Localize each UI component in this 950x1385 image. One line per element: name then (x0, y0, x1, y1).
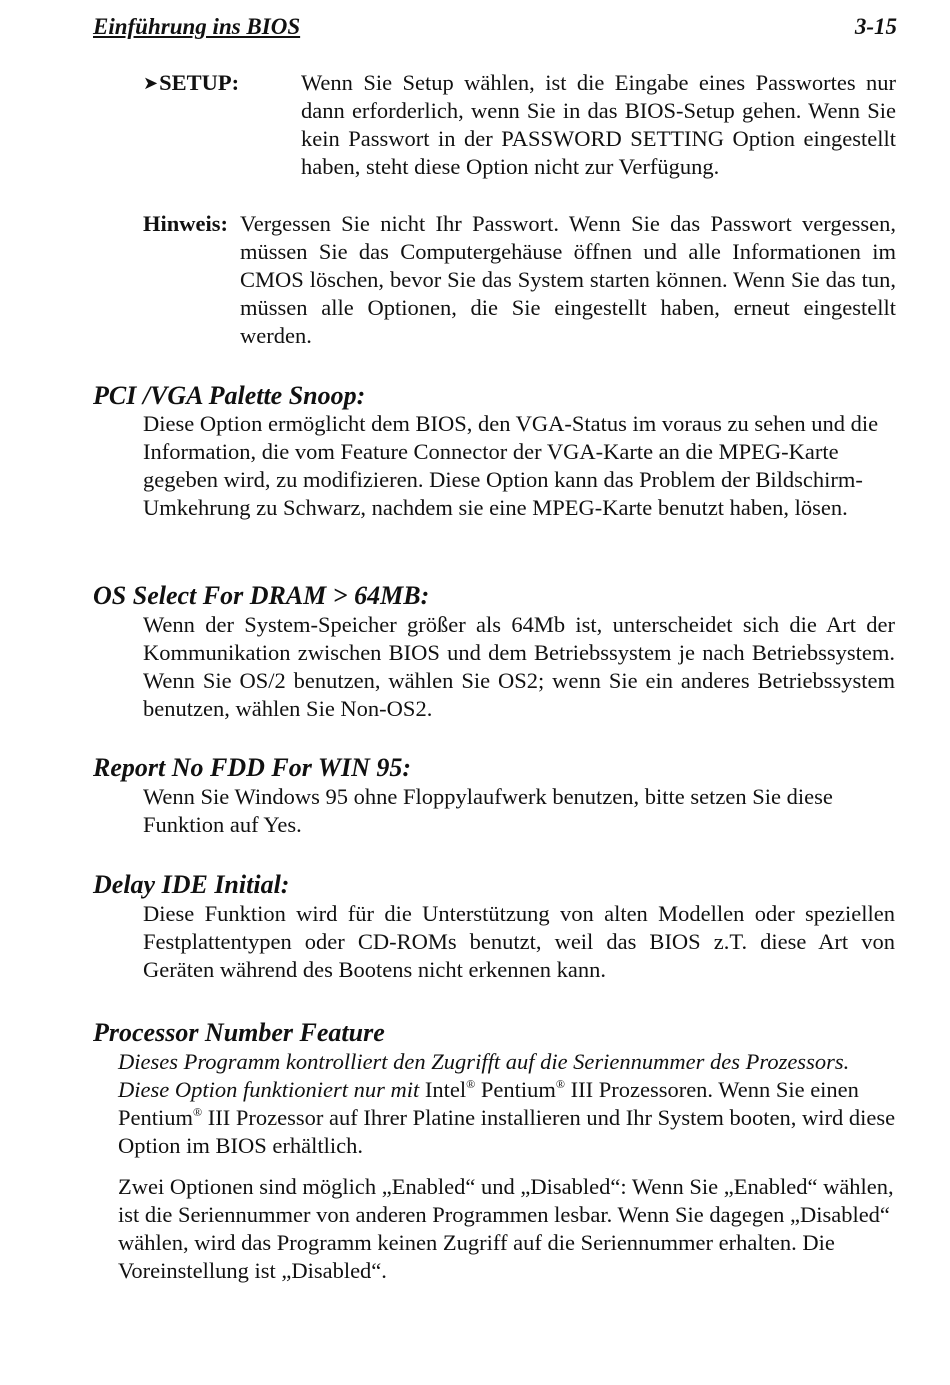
text-pci-vga-palette-snoop: Diese Option ermöglicht dem BIOS, den VGA-Status im voraus zu sehen und die Information, die vom Feature Connector der VGA-Karte an die MPEG-Karte gegeben wird, zu modifizieren. Diese Option kann das Problem der Bildschirm- Umkehrung zu Schwarz, nachdem sie eine MPEG-Karte benutzt haben, lösen. (143, 411, 879, 520)
heading-os-select: OS Select For DRAM > 64MB: (93, 581, 430, 610)
setup-description: Wenn Sie Setup wählen, ist die Eingabe eines Passwortes nur dann erforderlich, wenn Sie in das BIOS-Setup gehen. Wenn Sie kein Passwort in der PASSWORD SETTING Option eingestellt haben, steht diese Option nicht zur Verfügung. (301, 70, 896, 179)
brand-pentium: Pentium (118, 1105, 194, 1130)
italic-intro: Dieses Programm kontrolliert den Zugrifft auf die Seriennummer des Prozessors. Diese Option funktioniert nur mit (118, 1049, 850, 1102)
registered-mark: ® (555, 1077, 565, 1091)
processor-text-part1: III Prozessoren. Wenn Sie einen (570, 1077, 859, 1102)
heading-report-no-fdd: Report No FDD For WIN 95: (93, 753, 412, 782)
page-number: 3-15 (854, 14, 897, 39)
note-text: Vergessen Sie nicht Ihr Passwort. Wenn Sie das Passwort vergessen, müssen Sie das Computergehäuse öffnen und alle Informationen im CMOS löschen, bevor Sie das System starten können. Wenn Sie das tun, müssen alle Optionen, die Sie eingestellt haben, erneut eingestellt werden. (240, 211, 896, 348)
registered-mark: ® (193, 1105, 203, 1119)
arrow-bullet-icon: ➤ (143, 73, 159, 94)
running-header (93, 12, 897, 42)
text-processor-number-feature (118, 1048, 904, 1160)
brand-intel: Intel (424, 1077, 467, 1102)
heading-delay-ide-initial: Delay IDE Initial: (93, 870, 290, 899)
heading-processor-number-feature: Processor Number Feature (93, 1018, 385, 1047)
registered-mark: ® (466, 1077, 476, 1091)
text-delay-ide-initial: Diese Funktion wird für die Unterstützung von alten Modellen oder speziellen Festplattentypen oder CD-ROMs benutzt, weil das BIOS z.T. diese Art von Geräten während des Bootens nicht erkennen kann. (143, 901, 895, 982)
text-os-select: Wenn der System-Speicher größer als 64Mb ist, unterscheidet sich die Art der Kommunikation zwischen BIOS und dem Betriebssystem je nach Betriebssystem. Wenn Sie OS/2 benutzen, wählen Sie OS2; wenn Sie ein anderes Betriebssystem benutzen, wählen Sie Non-OS2. (143, 612, 895, 721)
text-processor-number-options: Zwei Optionen sind möglich „Enabled“ und „Disabled“: Wenn Sie „Enabled“ wählen, ist die Seriennummer von anderen Programmen lesbar. Wenn Sie dagegen „Disabled“ wählen, wird das Programm keinen Zugriff auf die Seriennummer erhalten. Die Voreinstellung ist „Disabled“. (118, 1174, 894, 1283)
note-label: Hinweis: (143, 211, 229, 236)
chapter-title: Einführung ins BIOS (93, 14, 301, 39)
heading-pci-vga-palette-snoop: PCI /VGA Palette Snoop: (93, 381, 366, 410)
setup-label (143, 69, 239, 98)
processor-text-part2: III Prozessor auf Ihrer Platine installieren und Ihr System booten, wird diese Option im BIOS erhältlich. (118, 1105, 896, 1158)
brand-pentium: Pentium (480, 1077, 556, 1102)
text-report-no-fdd: Wenn Sie Windows 95 ohne Floppylaufwerk benutzen, bitte setzen Sie diese Funktion auf Yes. (143, 784, 833, 837)
setup-label-text: SETUP: (159, 70, 240, 95)
